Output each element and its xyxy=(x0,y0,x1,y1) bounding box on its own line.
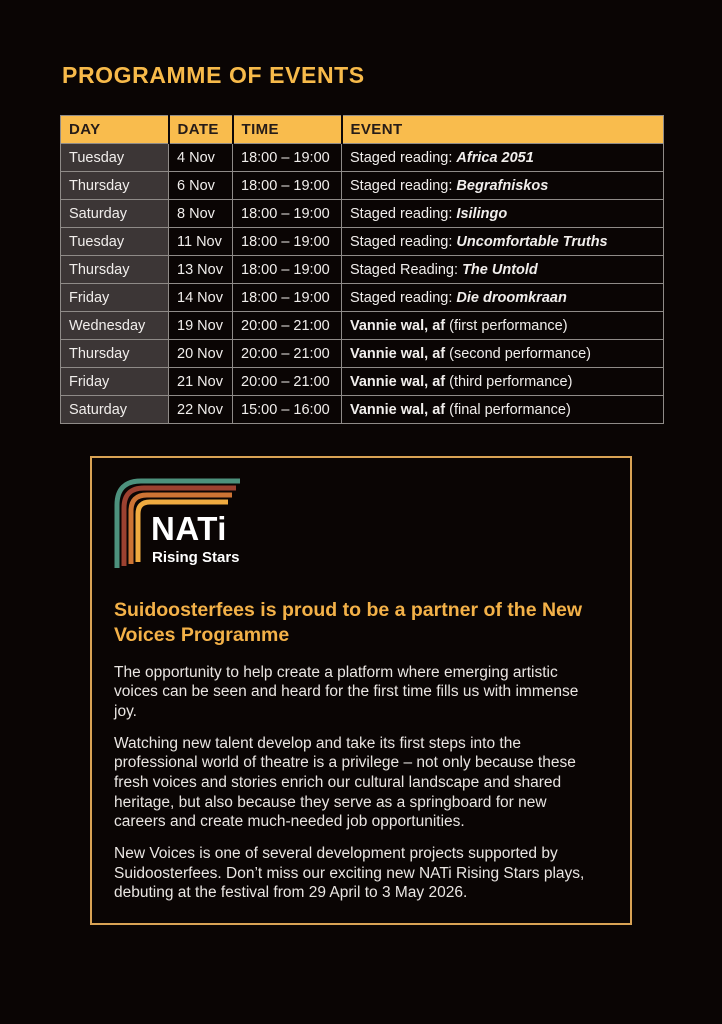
event-text-prefix: Staged reading: xyxy=(350,289,457,306)
logo-wordmark: NATi xyxy=(151,510,227,547)
time-cell: 18:00 – 19:00 xyxy=(233,200,342,228)
partner-paragraph-2: Watching new talent develop and take its first steps into the professional world of theatre is a privilege – not only because these fresh voices and stories enrich our cultural landscape and shared heritage, but also because they serve as a springboard for new careers and create much-needed job opportunities. xyxy=(114,734,576,831)
day-cell: Friday xyxy=(61,284,169,312)
event-text-strong: Uncomfortable Truths xyxy=(456,233,608,250)
event-text-strong: Begrafniskos xyxy=(456,177,549,194)
day-cell: Thursday xyxy=(61,256,169,284)
time-cell: 15:00 – 16:00 xyxy=(233,396,342,424)
day-cell: Thursday xyxy=(61,172,169,200)
table-row xyxy=(61,396,664,424)
event-text-strong: Africa 2051 xyxy=(456,149,534,166)
date-cell: 19 Nov xyxy=(169,312,233,340)
date-cell: 21 Nov xyxy=(169,368,233,396)
column-header-day: DAY xyxy=(61,116,169,144)
date-cell: 4 Nov xyxy=(169,144,233,172)
day-cell: Tuesday xyxy=(61,144,169,172)
time-cell: 20:00 – 21:00 xyxy=(233,312,342,340)
event-cell xyxy=(342,396,664,424)
partner-paragraph-1: The opportunity to help create a platform where emerging artistic voices can be seen and heard for the first time fills us with immense joy. xyxy=(114,663,579,721)
table-row xyxy=(61,312,664,340)
event-text-strong: Vannie wal, af xyxy=(350,317,446,334)
time-cell: 20:00 – 21:00 xyxy=(233,368,342,396)
day-cell: Thursday xyxy=(61,340,169,368)
event-text-suffix: (first performance) xyxy=(445,317,568,334)
event-text-prefix: Staged reading: xyxy=(350,233,457,250)
column-header-event: EVENT xyxy=(342,116,664,144)
partner-box xyxy=(90,456,632,925)
time-cell: 18:00 – 19:00 xyxy=(233,172,342,200)
event-cell xyxy=(342,200,664,228)
table-row xyxy=(61,144,664,172)
event-text-suffix: (second performance) xyxy=(445,345,591,362)
table-row xyxy=(61,228,664,256)
table-row xyxy=(61,340,664,368)
event-text-prefix: Staged reading: xyxy=(350,205,457,222)
date-cell: 20 Nov xyxy=(169,340,233,368)
event-text-suffix: (third performance) xyxy=(445,373,573,390)
event-text-strong: Die droomkraan xyxy=(456,289,567,306)
table-row xyxy=(61,368,664,396)
event-text-suffix: (final performance) xyxy=(445,401,571,418)
table-row xyxy=(61,256,664,284)
event-text-strong: The Untold xyxy=(462,261,538,278)
partner-paragraph-3: New Voices is one of several development projects supported by Suidoosterfees. Don’t miss our exciting new NATi Rising Stars plays, debuting at the festival from 29 April to 3 May 2026. xyxy=(114,845,585,902)
table-row xyxy=(61,172,664,200)
event-text-prefix: Staged reading: xyxy=(350,177,457,194)
partner-heading: Suidoosterfees is proud to be a partner of the New Voices Programme xyxy=(114,599,583,647)
day-cell: Saturday xyxy=(61,396,169,424)
time-cell: 18:00 – 19:00 xyxy=(233,284,342,312)
time-cell: 18:00 – 19:00 xyxy=(233,144,342,172)
day-cell: Wednesday xyxy=(61,312,169,340)
event-cell xyxy=(342,340,664,368)
event-cell xyxy=(342,312,664,340)
day-cell: Friday xyxy=(61,368,169,396)
nati-rising-stars-logo xyxy=(114,478,242,570)
event-cell xyxy=(342,172,664,200)
date-cell: 14 Nov xyxy=(169,284,233,312)
date-cell: 11 Nov xyxy=(169,228,233,256)
day-cell: Tuesday xyxy=(61,228,169,256)
event-text-prefix: Staged reading: xyxy=(350,149,457,166)
event-text-strong: Vannie wal, af xyxy=(350,373,446,390)
event-text-strong: Vannie wal, af xyxy=(350,345,446,362)
column-header-date: DATE xyxy=(169,116,233,144)
event-cell xyxy=(342,256,664,284)
time-cell: 20:00 – 21:00 xyxy=(233,340,342,368)
event-text-prefix: Staged Reading: xyxy=(350,261,463,278)
column-header-time: TIME xyxy=(233,116,342,144)
page-title: PROGRAMME OF EVENTS xyxy=(62,62,365,88)
date-cell: 6 Nov xyxy=(169,172,233,200)
logo-tagline: Rising Stars xyxy=(152,549,240,566)
event-cell xyxy=(342,284,664,312)
events-table xyxy=(60,115,664,424)
date-cell: 22 Nov xyxy=(169,396,233,424)
time-cell: 18:00 – 19:00 xyxy=(233,228,342,256)
event-text-strong: Vannie wal, af xyxy=(350,401,446,418)
day-cell: Saturday xyxy=(61,200,169,228)
events-table-body xyxy=(61,144,664,424)
table-row xyxy=(61,284,664,312)
event-cell xyxy=(342,368,664,396)
event-cell xyxy=(342,144,664,172)
table-row xyxy=(61,200,664,228)
time-cell: 18:00 – 19:00 xyxy=(233,256,342,284)
event-cell xyxy=(342,228,664,256)
event-text-strong: Isilingo xyxy=(456,205,508,222)
events-table-header-row xyxy=(61,116,664,144)
date-cell: 13 Nov xyxy=(169,256,233,284)
date-cell: 8 Nov xyxy=(169,200,233,228)
